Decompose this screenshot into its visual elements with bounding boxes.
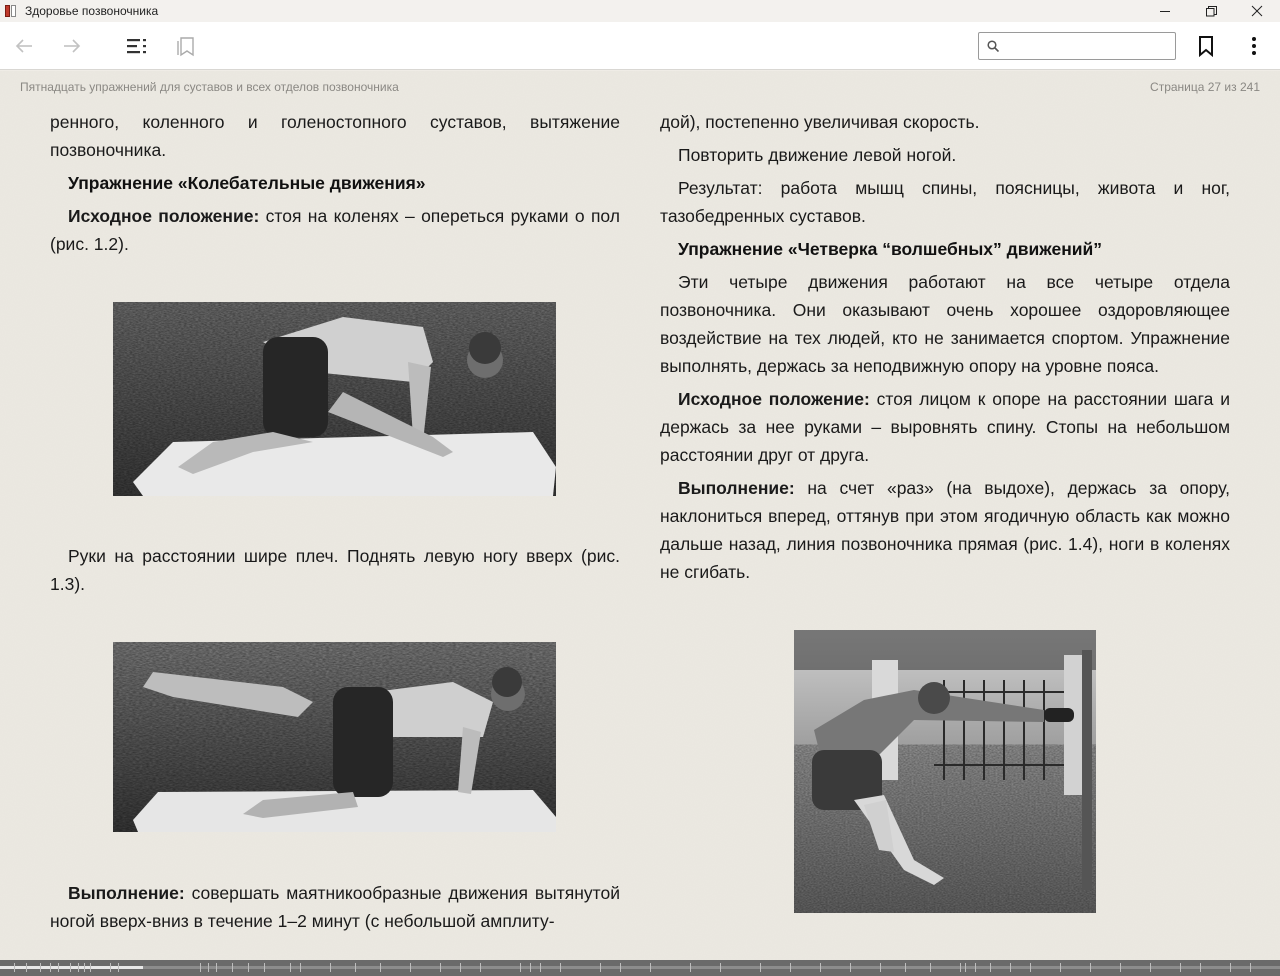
chapter-tick: [200, 963, 201, 972]
chapter-tick: [355, 963, 356, 972]
chapter-tick: [208, 963, 209, 972]
right-paragraph-4: [660, 268, 1230, 380]
table-of-contents-button[interactable]: [121, 30, 153, 62]
chapter-tick: [1180, 963, 1181, 972]
search-icon: [987, 40, 999, 52]
chapter-tick: [40, 963, 41, 972]
close-icon: [1251, 5, 1263, 17]
right-p6-text: на счет «раз» (на выдохе), держась за опору, наклониться вперед, оттянув при этом ягодичную область как можно дальше назад, линия позвоночника прямая (рис. 1.4), ноги в коленях не сгибать.: [660, 478, 1230, 582]
chapter-tick: [905, 963, 906, 972]
chapter-tick: [790, 963, 791, 972]
window-title: Здоровье позвоночника: [25, 4, 159, 18]
chapter-tick: [1030, 963, 1031, 972]
left-p4-label: Выполнение:: [68, 883, 185, 903]
more-options-button[interactable]: [1238, 30, 1270, 62]
chapter-tick: [520, 963, 521, 972]
chapter-tick: [990, 963, 991, 972]
figure-1-2-photo: [113, 302, 556, 496]
left-exercise-heading: Упражнение «Колебательные движения»: [68, 173, 426, 193]
chapter-tick: [1200, 963, 1201, 972]
right-paragraph-1: дой), постепенно увеличивая скорость.: [660, 112, 980, 132]
right-p5-label: Исходное положение:: [678, 389, 870, 409]
right-p5-text: стоя лицом к опоре на расстоянии шага и держась за нее руками – выровнять спину. Стопы на небольшом расстоянии друг от друга.: [660, 389, 1231, 465]
left-p2-text: стоя на коленях – опереться руками о пол (рис. 1.2).: [50, 206, 620, 254]
running-header: Пятнадцать упражнений для суставов и всех отделов позвоночника: [20, 80, 399, 94]
chapter-tick: [540, 963, 541, 972]
chapter-tick: [232, 963, 233, 972]
page-counter: Страница 27 из 241: [1150, 80, 1260, 94]
app-book-icon: [4, 4, 18, 18]
chapter-tick: [14, 963, 15, 972]
bookmarks-list-icon: [174, 35, 196, 57]
left-p4-text: совершать маятникообразные движения вытянутой ногой вверх-вниз в течение 1–2 минут (с небольшой амплиту-: [50, 883, 620, 931]
chapter-tick: [975, 963, 976, 972]
chapter-tick: [26, 963, 27, 972]
bookmark-icon: [1197, 35, 1215, 57]
search-field[interactable]: [978, 32, 1176, 60]
more-options-icon: [1251, 36, 1257, 56]
chapter-tick: [1150, 963, 1151, 972]
chapter-tick: [965, 963, 966, 972]
figure-1-4-photo: [794, 630, 1096, 913]
minimize-icon: [1160, 6, 1171, 17]
chapter-tick: [1230, 963, 1231, 972]
chapter-tick: [330, 963, 331, 972]
book-page: [0, 71, 1280, 960]
chapter-tick: [1010, 963, 1011, 972]
right-p6-label: Выполнение:: [678, 478, 795, 498]
chapter-tick: [84, 963, 85, 972]
chapter-tick: [78, 963, 79, 972]
window-titlebar: [0, 0, 1280, 22]
chapter-tick: [960, 963, 961, 972]
right-paragraph-2: [660, 141, 1230, 169]
chapter-tick: [440, 963, 441, 972]
right-p3-text: Результат: работа мышц спины, поясницы, живота и ног, тазобедренных суставов.: [660, 178, 1230, 226]
leg-raise-exercise-image: [113, 642, 556, 832]
forward-button[interactable]: [56, 30, 88, 62]
chapter-tick: [650, 963, 651, 972]
right-paragraph-5: [660, 385, 1230, 469]
chapter-tick: [58, 963, 59, 972]
right-paragraph-6: [660, 474, 1230, 586]
chapter-tick: [410, 963, 411, 972]
chapter-tick: [300, 963, 301, 972]
chapter-tick: [720, 963, 721, 972]
chapter-tick: [850, 963, 851, 972]
left-paragraph-3: [50, 542, 620, 598]
forward-arrow-icon: [62, 36, 82, 56]
search-input[interactable]: [1005, 36, 1171, 56]
chapter-tick: [1090, 963, 1091, 972]
reading-progress-bar[interactable]: [0, 960, 1280, 976]
chapter-tick: [264, 963, 265, 972]
chapter-tick: [480, 963, 481, 972]
chapter-tick: [118, 963, 119, 972]
maximize-button[interactable]: [1188, 0, 1234, 22]
reader-toolbar: [0, 22, 1280, 70]
kneeling-exercise-image: [113, 302, 556, 496]
bookmark-button[interactable]: [1190, 30, 1222, 62]
left-paragraph-1: ренного, коленного и голеностопного суставов, вытяжение позвоночника.: [50, 112, 620, 160]
close-button[interactable]: [1234, 0, 1280, 22]
restore-icon: [1206, 6, 1217, 17]
left-paragraph-4: [50, 879, 620, 935]
progress-fill: [0, 966, 143, 969]
right-exercise-heading: Упражнение «Четверка “волшебных” движений”: [678, 239, 1103, 259]
chapter-tick: [216, 963, 217, 972]
table-of-contents-icon: [126, 36, 148, 56]
chapter-tick: [1060, 963, 1061, 972]
left-p3-text: Руки на расстоянии шире плеч. Поднять левую ногу вверх (рис. 1.3).: [50, 546, 620, 594]
back-arrow-icon: [14, 36, 34, 56]
bookmarks-list-button[interactable]: [169, 30, 201, 62]
left-paragraph-2: [50, 202, 620, 258]
right-paragraph-3: [660, 174, 1230, 230]
chapter-tick: [690, 963, 691, 972]
right-p4-text: Эти четыре движения работают на все четыре отдела позвоночника. Они оказывают очень хорошее оздоровляющее воздействие на тех людей, кто не занимается спортом. Упражнение выполнять, держась за неподвижную опору на уровне пояса.: [660, 272, 1230, 376]
window-controls: [1142, 0, 1280, 22]
chapter-tick: [620, 963, 621, 972]
chapter-tick: [110, 963, 111, 972]
progress-track: [0, 966, 1280, 969]
left-p2-label: Исходное положение:: [68, 206, 260, 226]
chapter-tick: [50, 963, 51, 972]
right-p2-text: Повторить движение левой ногой.: [678, 145, 957, 165]
chapter-tick: [380, 963, 381, 972]
back-button[interactable]: [8, 30, 40, 62]
minimize-button[interactable]: [1142, 0, 1188, 22]
figure-1-3-photo: [113, 642, 556, 832]
chapter-tick: [600, 963, 601, 972]
chapter-tick: [560, 963, 561, 972]
standing-stretch-exercise-image: [794, 630, 1096, 913]
chapter-tick: [1120, 963, 1121, 972]
chapter-tick: [248, 963, 249, 972]
chapter-tick: [290, 963, 291, 972]
chapter-tick: [820, 963, 821, 972]
chapter-tick: [70, 963, 71, 972]
chapter-tick: [460, 963, 461, 972]
chapter-tick: [880, 963, 881, 972]
chapter-tick: [90, 963, 91, 972]
chapter-tick: [1250, 963, 1251, 972]
chapter-tick: [530, 963, 531, 972]
chapter-tick: [930, 963, 931, 972]
chapter-tick: [760, 963, 761, 972]
